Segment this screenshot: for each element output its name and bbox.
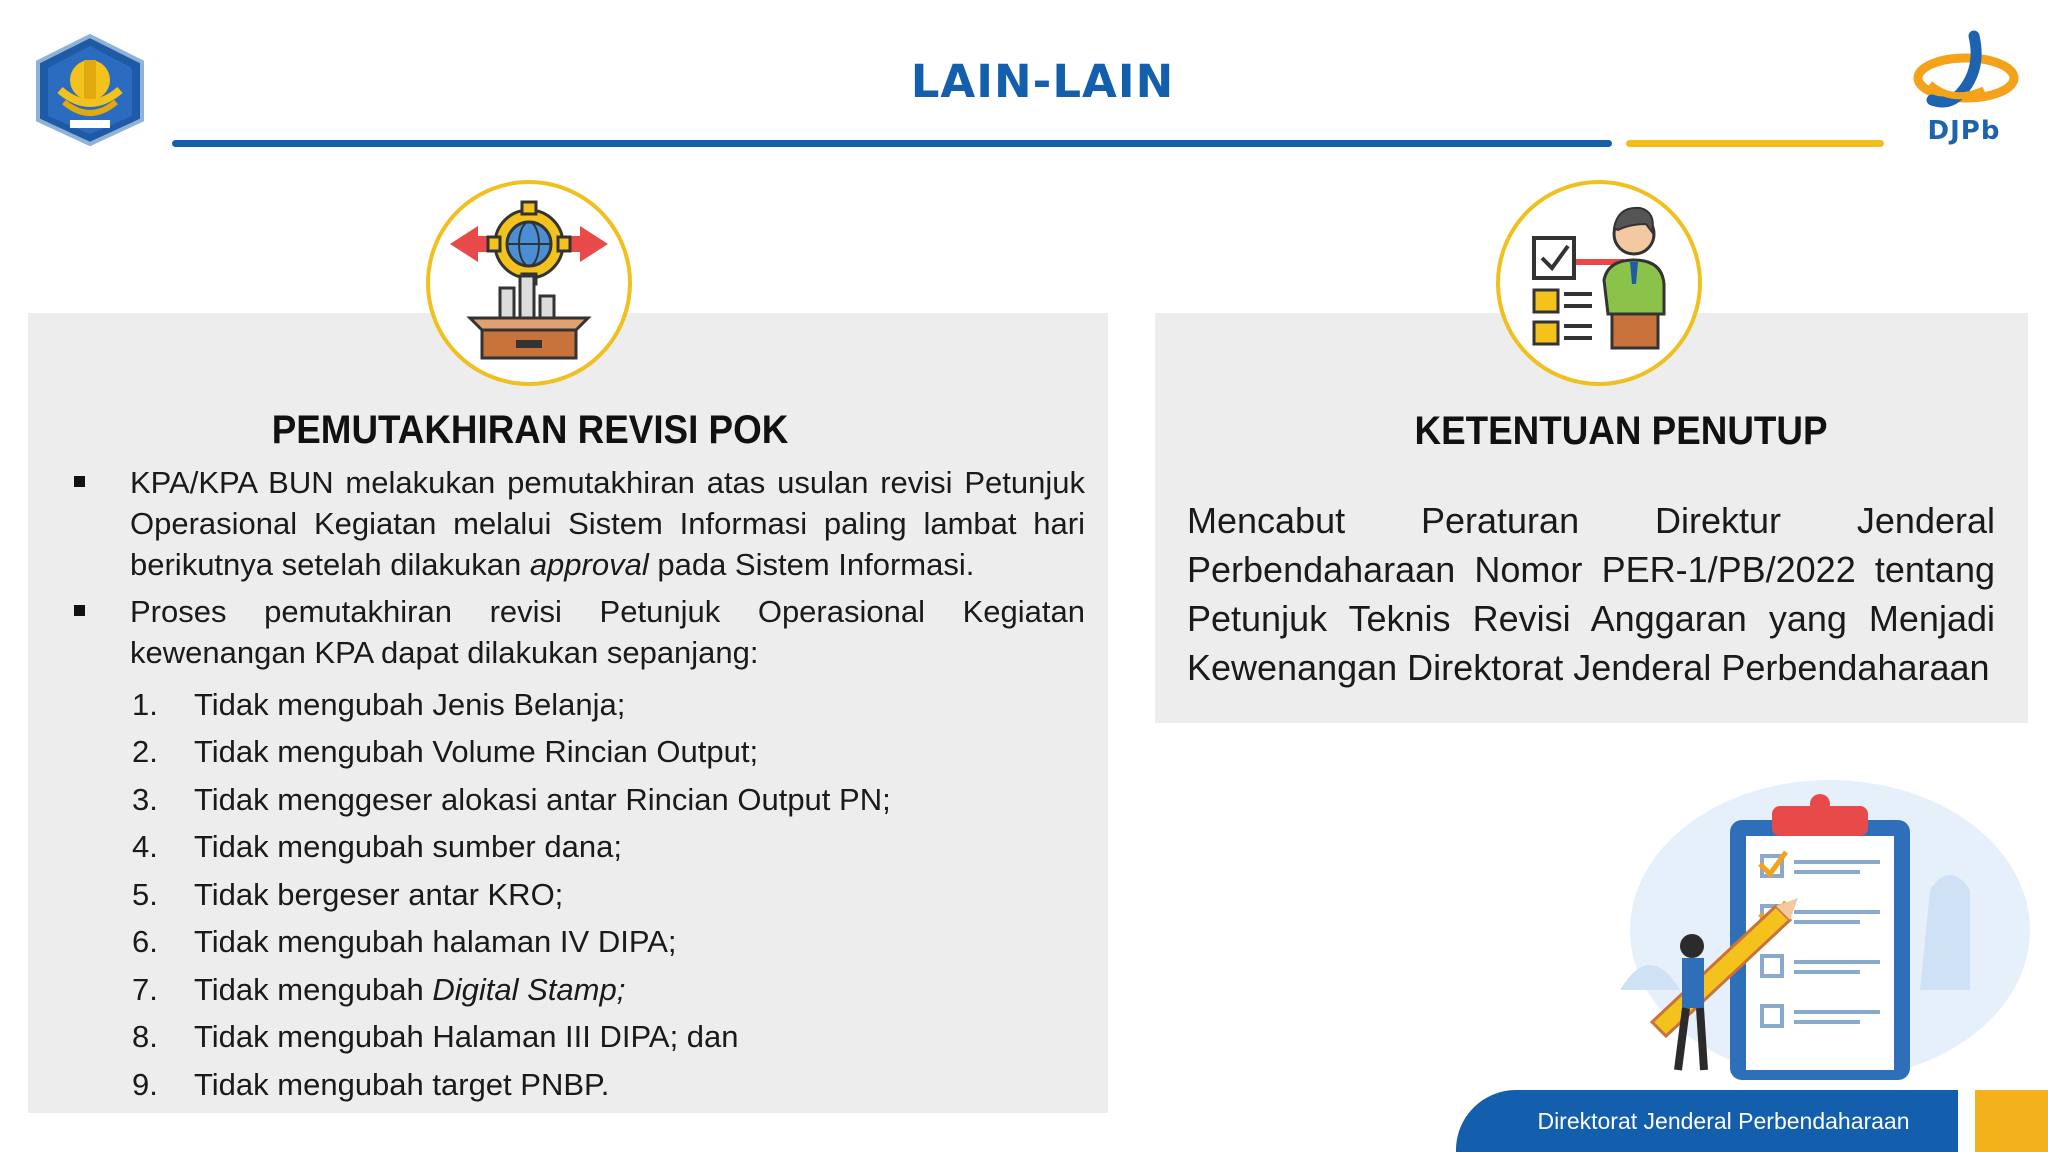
bullet-square-icon — [74, 476, 85, 487]
numbered-item: 8. Tidak mengubah Halaman III DIPA; dan — [132, 1019, 739, 1054]
numbered-item: 2. Tidak mengubah Volume Rincian Output; — [132, 734, 759, 769]
left-panel-heading: PEMUTAKHIRAN REVISI POK — [271, 408, 789, 452]
page-title: LAIN-LAIN — [910, 55, 1175, 108]
numbered-item: 7. Tidak mengubah Digital Stamp; — [132, 972, 626, 1007]
footer-accent-block — [1975, 1090, 2048, 1152]
right-panel-text: Mencabut Peraturan Direktur Jenderal Perbendaharaan Nomor PER-1/PB/2022 tentang Petunjuk Teknis Revisi Anggaran yang Menjadi Kewenangan Direktorat Jenderal Perbendaharaan — [1187, 500, 1995, 688]
numbered-item: 3. Tidak menggeser alokasi antar Rincian Output PN; — [132, 782, 891, 817]
globe-gear-box-icon — [426, 180, 632, 386]
numbered-item: 4. Tidak mengubah sumber dana; — [132, 829, 622, 864]
list-item — [70, 591, 1085, 676]
presenter-checklist-icon — [1496, 180, 1702, 386]
numbered-item: 6. Tidak mengubah halaman IV DIPA; — [132, 924, 677, 959]
footer-text: Direktorat Jenderal Perbendaharaan — [1537, 1108, 1910, 1134]
djpb-logo — [1908, 30, 2020, 150]
bullet-square-icon — [74, 605, 85, 616]
bullet-text: KPA/KPA BUN melakukan pemutakhiran atas usulan revisi Petunjuk Operasional Kegiatan melalui Sistem Informasi paling lambat hari berikutnya setelah dilakukan approval pada Sistem Informasi. — [130, 465, 1085, 582]
clipboard-checklist-illustration — [1590, 760, 2040, 1090]
list-item — [70, 462, 1085, 587]
numbered-item: 9. Tidak mengubah target PNBP. — [132, 1067, 610, 1102]
numbered-item: 1. Tidak mengubah Jenis Belanja; — [132, 687, 626, 722]
numbered-item: 5. Tidak bergeser antar KRO; — [132, 877, 564, 912]
bullet-text: Proses pemutakhiran revisi Petunjuk Operasional Kegiatan kewenangan KPA dapat dilakukan sepanjang: — [130, 594, 1085, 670]
djpb-logo-text: DJPb — [1927, 116, 2001, 146]
title-divider-yellow — [1626, 140, 1884, 147]
right-panel-heading: KETENTUAN PENUTUP — [1414, 409, 1828, 453]
title-divider-blue — [172, 140, 1612, 147]
